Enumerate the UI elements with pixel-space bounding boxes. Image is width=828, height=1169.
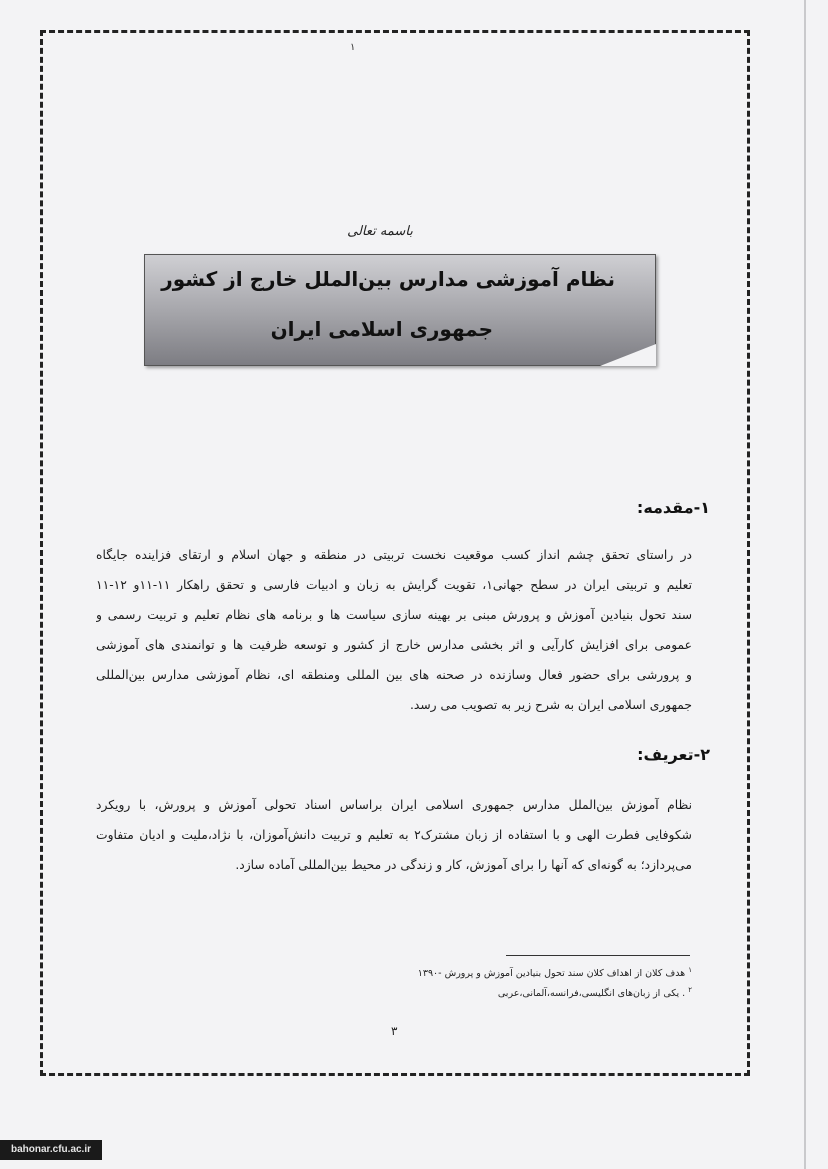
footnotes [418, 962, 692, 1002]
paragraph-line: نظام آموزش بین‌الملل مدارس جمهوری اسلامی ایران براساس اسناد تحولی آموزش و پرورش، با رویکرد [96, 798, 692, 812]
footnote-mark: ۱ [688, 966, 692, 974]
paragraph-line: عمومی برای افزایش کارآیی و اثر بخشی مدارس خارج از کشور و توسعه ظرفیت ها و توانمندی های آموزشی [96, 638, 692, 652]
basmala: باسمه تعالی [347, 224, 413, 239]
introduction-paragraph [96, 540, 692, 720]
footnote-text: . یکی از زبان‌های انگلیسی،فرانسه،آلمانی،عربی [497, 988, 686, 1000]
section-heading-introduction: ۱-مقدمه: [636, 498, 710, 517]
footnote-1 [418, 962, 692, 982]
footnote-text: هدف کلان از اهداف کلان سند تحول بنیادین آموزش و پرورش -۱۳۹۰ [417, 968, 686, 980]
page-edge [804, 0, 806, 1169]
banner-fold-corner [600, 344, 656, 366]
title-line-2: جمهوری اسلامی ایران [270, 317, 493, 341]
title-banner [144, 254, 656, 366]
paragraph-line: سند تحول بنیادین آموزش و پرورش مبنی بر بهینه سازی سیاست ها و برنامه های نظام تعلیم و تربیت رسمی و [96, 608, 692, 622]
title-line-1: نظام آموزشی مدارس بین‌الملل خارج از کشور [161, 267, 615, 291]
paragraph-line: شکوفایی فطرت الهی و با استفاده از زبان مشترک۲ به تعلیم و تربیت دانش‌آموزان، با نژاد،ملیت و ادیان متفاوت [96, 828, 692, 842]
top-mark: ۱ [350, 42, 356, 53]
paragraph-line: و پرورشی برای حضور فعال وسازنده در صحنه های بین المللی ومنطقه ای، نظام آموزشی مدارس بین‌المللی [96, 668, 692, 682]
page-number: ۳ [391, 1024, 398, 1038]
footnote-2 [418, 982, 692, 1002]
site-watermark: bahonar.cfu.ac.ir [0, 1140, 102, 1160]
paragraph-line: جمهوری اسلامی ایران به شرح زیر به تصویب می رسد. [409, 698, 692, 712]
definition-paragraph [96, 790, 692, 880]
paragraph-line: تعلیم و تربیتی ایران در سطح جهانی۱، تقویت گرایش به زبان و ادبیات فارسی و تحقق راهکار ۱۱-۱۱و ۱۲-۱۱ [96, 578, 692, 592]
paragraph-line: در راستای تحقق چشم انداز کسب موقعیت نخست تربیتی در منطقه و جهان اسلام و ارتقای فزاینده جایگاه [96, 548, 692, 562]
footnote-divider [506, 955, 690, 956]
section-heading-definition: ۲-تعریف: [637, 745, 710, 764]
paragraph-line: می‌پردازد؛ به گونه‌ای که آنها را برای آموزش، کار و زندگی در محیط بین‌المللی آماده سازد. [235, 858, 692, 872]
footnote-mark: ۲ [688, 986, 692, 995]
